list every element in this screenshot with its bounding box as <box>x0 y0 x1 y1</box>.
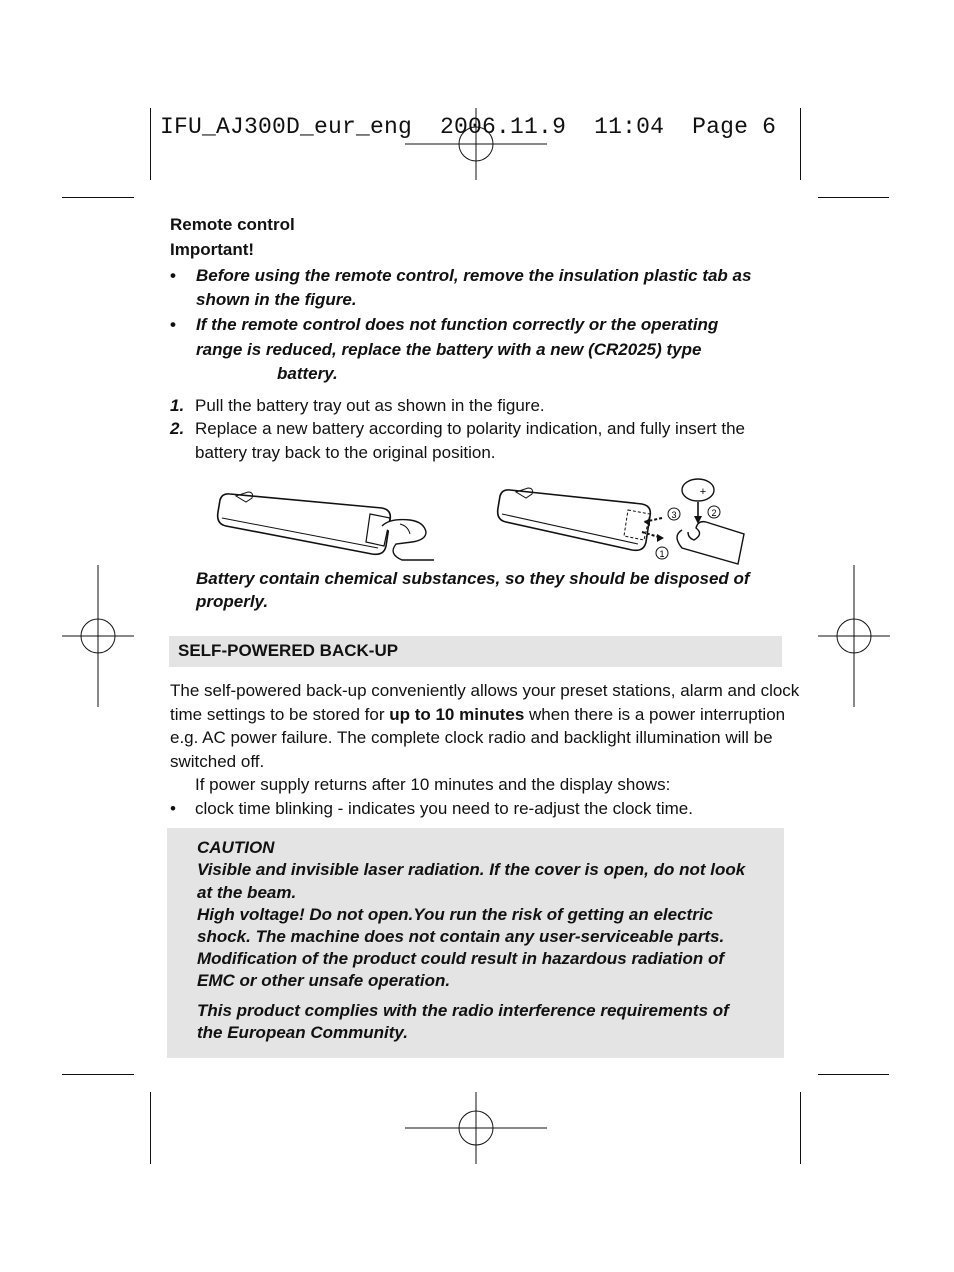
step2-line2: battery tray back to the original position. <box>195 443 496 462</box>
bullet2-line1: If the remote control does not function correctly or the operating <box>196 315 719 334</box>
bullet-marker: • <box>170 799 176 818</box>
backup-p1-line2 <box>170 705 785 725</box>
section-heading: SELF-POWERED BACK-UP <box>178 641 399 660</box>
caution-line: Modification of the product could result in hazardous radiation of <box>197 949 724 968</box>
remote-figure-right <box>492 476 750 566</box>
caution-line: at the beam. <box>197 883 297 902</box>
important-label: Important! <box>170 240 255 259</box>
step-label-3: 3 <box>671 510 677 520</box>
caution-line: the European Community. <box>197 1023 408 1042</box>
backup-p1-line4: switched off. <box>170 752 265 771</box>
step-number: 1. <box>170 396 185 415</box>
bullet-marker: • <box>170 315 176 334</box>
step-number: 2. <box>170 419 185 438</box>
step-label-1: 1 <box>659 549 665 559</box>
caution-line: This product complies with the radio interference requirements of <box>197 1001 729 1020</box>
emphasis: up to 10 minutes <box>389 705 525 724</box>
caution-line: EMC or other unsafe operation. <box>197 971 451 990</box>
caution-line: High voltage! Do not open.You run the risk of getting an electric <box>197 905 714 924</box>
battery-warning-line2: properly. <box>196 592 269 611</box>
print-slug: IFU_AJ300D_eur_eng 2006.11.9 11:04 Page 6 <box>160 114 777 140</box>
registration-mark-bottom <box>405 1092 547 1164</box>
registration-mark-right <box>818 565 890 707</box>
step2-line1: Replace a new battery according to polarity indication, and fully insert the <box>195 419 745 438</box>
plus-label: + <box>699 486 707 498</box>
backup-p2: If power supply returns after 10 minutes and the display shows: <box>195 775 671 794</box>
battery-warning-line1: Battery contain chemical substances, so they should be disposed of <box>196 569 750 588</box>
caution-line: shock. The machine does not contain any user-serviceable parts. <box>197 927 725 946</box>
text-run: time settings to be stored for <box>170 705 390 724</box>
bullet2-line2: range is reduced, replace the battery with a new (CR2025) type <box>196 340 702 359</box>
remote-figure-left <box>212 480 434 560</box>
bullet1-line2: shown in the figure. <box>196 290 357 309</box>
section-title: Remote control <box>170 215 295 234</box>
step-label-2: 2 <box>711 508 717 518</box>
bullet1-line1: Before using the remote control, remove the insulation plastic tab as <box>196 266 752 285</box>
caution-line: Visible and invisible laser radiation. If the cover is open, do not look <box>197 860 746 879</box>
text-run: when there is a power interruption <box>524 705 786 724</box>
step1-text: Pull the battery tray out as shown in the figure. <box>195 396 545 415</box>
bullet2-line3: battery. <box>277 364 338 383</box>
backup-bullet: clock time blinking - indicates you need to re-adjust the clock time. <box>195 799 693 818</box>
caution-title: CAUTION <box>197 838 275 857</box>
bullet-marker: • <box>170 266 176 285</box>
backup-p1-line3: e.g. AC power failure. The complete clock radio and backlight illumination will be <box>170 728 773 747</box>
registration-mark-left <box>62 565 134 707</box>
backup-p1-line1: The self-powered back-up conveniently allows your preset stations, alarm and clock <box>170 681 800 700</box>
section-heading-bar <box>169 636 782 667</box>
